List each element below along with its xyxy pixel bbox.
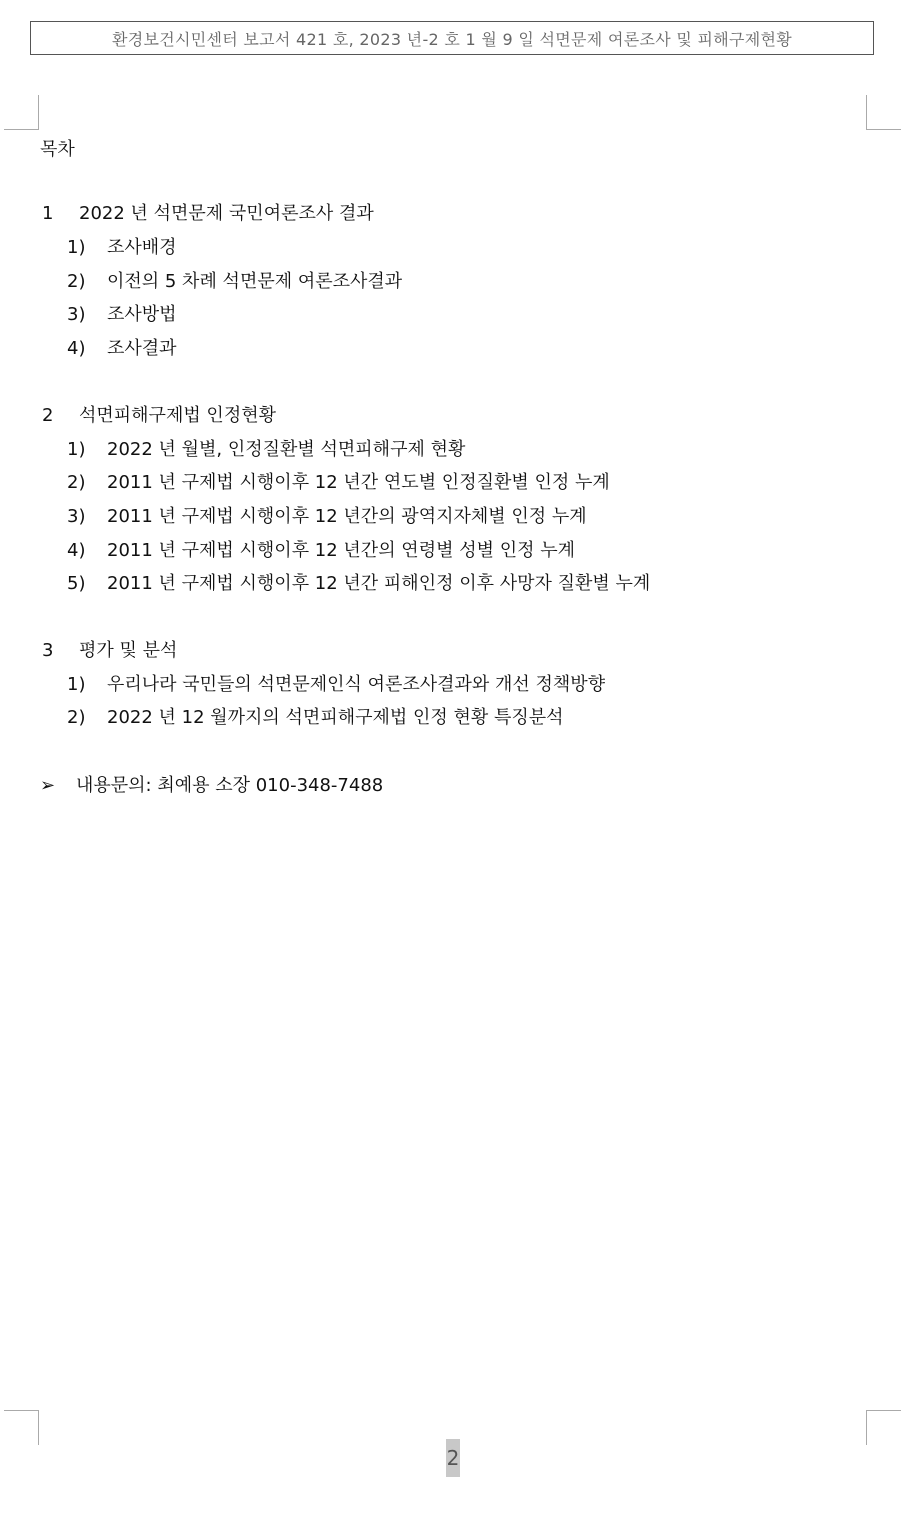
toc-item xyxy=(67,539,575,563)
toc-item xyxy=(67,270,402,294)
toc-item-label: 조사배경 xyxy=(107,237,177,258)
toc-item xyxy=(67,303,177,327)
toc-item-number: 2) xyxy=(67,707,86,728)
toc-item-number: 3) xyxy=(67,506,86,527)
toc-section-title: 석면피해구제법 인정현황 xyxy=(79,405,276,426)
toc-item-label: 조사방법 xyxy=(107,304,177,325)
toc-item-label: 2011 년 구제법 시행이후 12 년간 피해인정 이후 사망자 질환별 누계 xyxy=(107,573,651,594)
toc-item-label: 2011 년 구제법 시행이후 12 년간의 연령별 성별 인정 누계 xyxy=(107,540,575,561)
toc-item xyxy=(67,471,610,495)
toc-item xyxy=(67,337,177,361)
contact-text: 내용문의: 최예용 소장 010-348-7488 xyxy=(76,775,384,796)
toc-item-number: 1) xyxy=(67,237,86,258)
toc-item-number: 3) xyxy=(67,304,86,325)
toc-section-1 xyxy=(42,202,374,226)
toc-item-label: 2022 년 월별, 인정질환별 석면피해구제 현황 xyxy=(107,439,466,460)
toc-item-number: 5) xyxy=(67,573,86,594)
crop-mark-bottom-right xyxy=(866,1410,901,1445)
toc-item-number: 1) xyxy=(67,674,86,695)
toc-item-label: 2022 년 12 월까지의 석면피해구제법 인정 현황 특징분석 xyxy=(107,707,564,728)
crop-mark-top-left xyxy=(4,95,39,130)
toc-section-title: 2022 년 석면문제 국민여론조사 결과 xyxy=(79,203,374,224)
report-header-text: 환경보건시민센터 보고서 421 호, 2023 년-2 호 1 월 9 일 석면문제 여론조사 및 피해구제현황 xyxy=(111,29,793,49)
toc-section-number: 3 xyxy=(42,640,54,661)
toc-item xyxy=(67,673,605,697)
toc-item-number: 4) xyxy=(67,540,86,561)
toc-section-number: 2 xyxy=(42,405,54,426)
page-number: 2 xyxy=(446,1439,460,1477)
crop-mark-top-right xyxy=(866,95,901,130)
toc-section-2 xyxy=(42,404,276,428)
contact-line xyxy=(40,774,383,798)
toc-section-3 xyxy=(42,639,177,663)
toc-item-label: 2011 년 구제법 시행이후 12 년간의 광역지자체별 인정 누계 xyxy=(107,506,587,527)
arrow-bullet-icon: ➢ xyxy=(40,775,56,796)
toc-item xyxy=(67,505,587,529)
report-header xyxy=(30,21,874,55)
toc-section-title: 평가 및 분석 xyxy=(79,640,178,661)
toc-item xyxy=(67,572,650,596)
toc-title: 목차 xyxy=(40,139,75,160)
toc-item-number: 1) xyxy=(67,439,86,460)
toc-item xyxy=(67,236,177,260)
toc-item xyxy=(67,706,564,730)
toc-item-number: 2) xyxy=(67,271,86,292)
toc-item-number: 4) xyxy=(67,338,86,359)
toc-section-number: 1 xyxy=(42,203,54,224)
toc-item-label: 2011 년 구제법 시행이후 12 년간 연도별 인정질환별 인정 누계 xyxy=(107,472,610,493)
toc-item-label: 조사결과 xyxy=(107,338,177,359)
toc-item-number: 2) xyxy=(67,472,86,493)
toc-item xyxy=(67,438,465,462)
toc-item-label: 우리나라 국민들의 석면문제인식 여론조사결과와 개선 정책방향 xyxy=(107,674,606,695)
toc-item-label: 이전의 5 차례 석면문제 여론조사결과 xyxy=(107,271,403,292)
crop-mark-bottom-left xyxy=(4,1410,39,1445)
